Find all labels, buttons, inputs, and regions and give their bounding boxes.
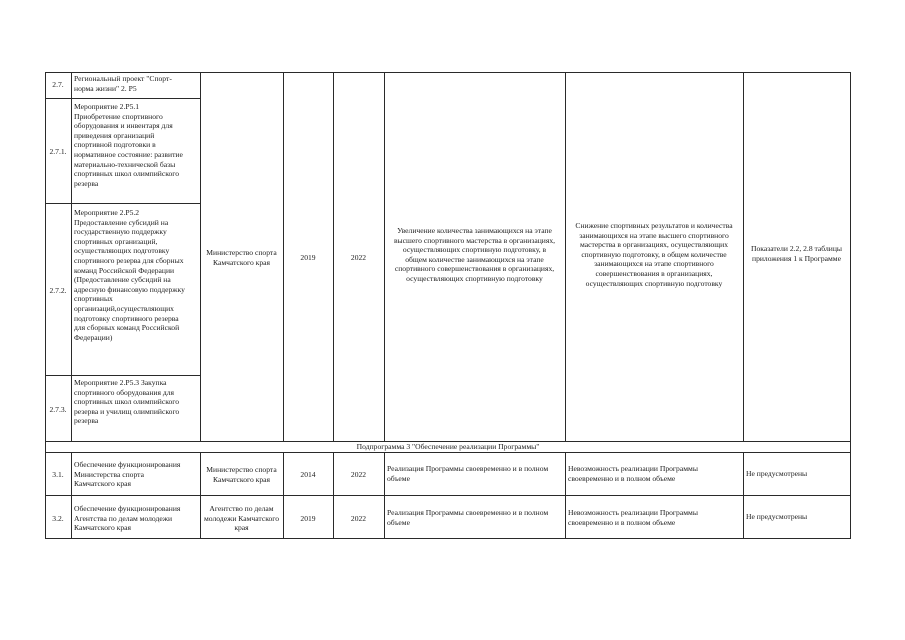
indicator-link: Не предусмотрены xyxy=(746,512,808,521)
start-year: 2019 xyxy=(300,514,316,523)
start-year: 2019 xyxy=(300,253,316,262)
event-name: Обеспечение функционирования Министерства спорта Камчатского края xyxy=(74,460,181,489)
event-name: Мероприятие 2.Р5.3 Закупка спортивного оборудования для спортивных школ олимпийского резерва и училищ олимпийского резерва xyxy=(74,378,180,426)
col-line xyxy=(384,452,385,538)
col-line xyxy=(283,452,284,538)
event-name: Обеспечение функционирования Агентства по делам молодежи Камчатского края xyxy=(74,504,181,533)
row-line xyxy=(45,98,200,99)
row-line xyxy=(45,538,851,539)
expected-result: Реализация Программы своевременно и в полном объеме xyxy=(387,464,549,483)
event-name: Мероприятие 2.Р5.1 Приобретение спортивного оборудования и инвентаря для приведения организаций спортивной подготовки в нормативное состояние: развитие материально-технической базы спортивных школ олимпийского резерва xyxy=(74,102,183,188)
indicator-link: Показатели 2.2, 2.8 таблицы приложения 1 к Программе xyxy=(751,244,842,263)
row-line xyxy=(45,375,200,376)
row-line xyxy=(45,452,851,453)
row-line xyxy=(45,203,200,204)
start-year: 2014 xyxy=(300,470,316,479)
col-line xyxy=(45,72,46,539)
col-line xyxy=(743,452,744,538)
col-line xyxy=(71,452,72,538)
row-number: 2.7. xyxy=(52,80,64,89)
non-implementation-consequences: Невозможность реализации Программы своевременно и в полном объеме xyxy=(568,464,698,483)
responsible-executor: Министерство спорта Камчатского края xyxy=(206,248,277,267)
row-number: 2.7.1. xyxy=(49,147,67,156)
end-year: 2022 xyxy=(350,514,367,523)
event-name: Региональный проект "Спорт- норма жизни" 2. Р5 xyxy=(74,74,172,93)
non-implementation-consequences: Снижение спортивных результатов и количества занимающихся на этапе высшего спортивного мастерства в организациях, осуществляющих спортивную подготовку, в общем количестве занимающихся на этапе спортивного совершенствования в организациях, осуществляющих спортивную подготовку xyxy=(575,221,733,288)
event-name: Мероприятие 2.Р5.2 Предоставление субсидий на государственную поддержку спортивных организаций, осуществляющих подготовку спортивного резерва для сборных команд Российской Федерации (Предоставление субсидий на адресную финансовую поддержку спортивных организаций,осуществляющих подготовку спортивного резерва для сборных команд Российской Федерации) xyxy=(74,208,185,342)
col-line xyxy=(850,72,851,539)
non-implementation-consequences: Невозможность реализации Программы своевременно и в полном объеме xyxy=(568,508,698,527)
responsible-executor: Агентство по делам молодежи Камчатского края xyxy=(203,504,280,533)
col-line xyxy=(71,72,72,441)
col-line xyxy=(565,452,566,538)
row-number: 3.1. xyxy=(52,470,64,479)
subprogram-title: Подпрограмма 3 "Обеспечение реализации Программы" xyxy=(356,441,540,451)
expected-result: Реализация Программы своевременно и в полном объеме xyxy=(387,508,549,527)
end-year: 2022 xyxy=(350,253,367,262)
row-number: 2.7.2. xyxy=(49,286,67,295)
col-line xyxy=(333,452,334,538)
indicator-link: Не предусмотрены xyxy=(746,469,808,478)
row-line xyxy=(45,72,851,73)
row-number: 2.7.3. xyxy=(49,405,67,414)
expected-result: Увеличение количества занимающихся на этапе высшего спортивного мастерства в организациях, осуществляющих спортивную подготовку, в общем количестве занимающихся на этапе спортивного совершенствования в организациях, осуществляющих спортивную подготовку xyxy=(393,226,556,283)
responsible-executor: Министерство спорта Камчатского края xyxy=(206,465,277,484)
row-line xyxy=(45,495,851,496)
end-year: 2022 xyxy=(350,470,367,479)
row-number: 3.2. xyxy=(52,514,64,523)
